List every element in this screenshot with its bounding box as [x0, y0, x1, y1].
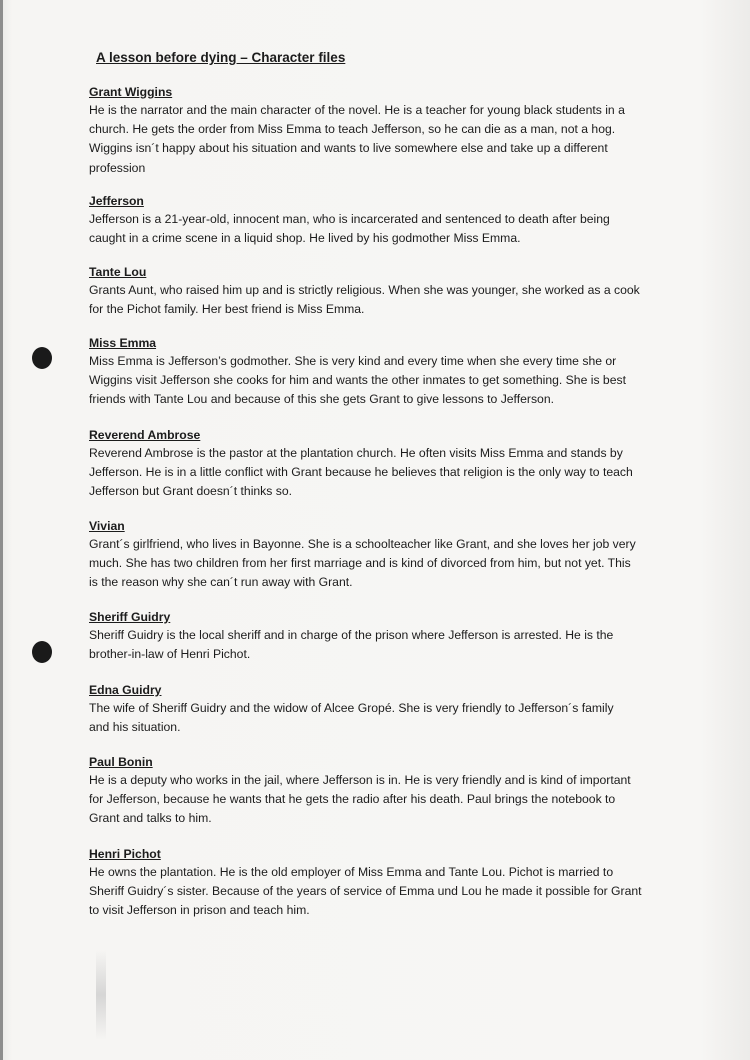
- character-entry: [89, 681, 669, 737]
- description-line: Grant´s girlfriend, who lives in Bayonne. She is a schoolteacher like Grant, and she loves her job very: [89, 537, 636, 551]
- character-name: Reverend Ambrose: [89, 428, 201, 442]
- description-line: for the Pichot family. Her best friend is Miss Emma.: [89, 302, 365, 317]
- description-line: is the reason why she can´t run away with Grant.: [89, 575, 353, 590]
- character-name: Jefferson: [89, 194, 144, 208]
- description-line: Wiggins isn´t happy about his situation and wants to live somewhere else and take up a different: [89, 141, 608, 156]
- description-line: for Jefferson, because he wants that he gets the radio after his death. Paul brings the notebook to: [89, 792, 616, 807]
- character-description: [89, 281, 669, 319]
- description-line: and his situation.: [89, 720, 181, 735]
- description-line: friends with Tante Lou and because of this she gets Grant to give lessons to Jefferson.: [89, 392, 554, 407]
- punch-hole-upper: [32, 347, 52, 369]
- character-description: [89, 210, 669, 248]
- description-line: much. She has two children from her first marriage and is kind of divorced from him, but not yet. This: [89, 556, 631, 571]
- punch-hole-lower: [32, 641, 52, 663]
- character-entry: [89, 263, 669, 319]
- document-title: A lesson before dying – Character files: [96, 50, 346, 65]
- character-entry: [89, 753, 669, 829]
- character-name: Tante Lou: [89, 265, 147, 279]
- character-description: [89, 771, 669, 829]
- description-line: Miss Emma is Jefferson’s godmother. She is very kind and every time when she every time she or: [89, 354, 617, 368]
- description-line: to visit Jefferson in prison and teach him.: [89, 903, 310, 918]
- description-line: caught in a crime scene in a liquid shop. He lived by his godmother Miss Emma.: [89, 231, 521, 246]
- description-line: Sheriff Guidry is the local sheriff and in charge of the prison where Jefferson is arrested. He is the: [89, 628, 614, 642]
- description-line: He owns the plantation. He is the old employer of Miss Emma and Tante Lou. Pichot is married to: [89, 865, 614, 879]
- character-description: [89, 444, 669, 502]
- character-description: [89, 352, 669, 410]
- character-entry: [89, 517, 669, 593]
- description-line: Grants Aunt, who raised him up and is strictly religious. When she was younger, she worked as a cook: [89, 283, 640, 297]
- character-name: Paul Bonin: [89, 755, 153, 769]
- description-line: The wife of Sheriff Guidry and the widow of Alcee Gropé. She is very friendly to Jefferson´s family: [89, 701, 614, 715]
- character-description: [89, 863, 669, 921]
- description-line: church. He gets the order from Miss Emma to teach Jefferson, so he can die as a man, not a hog.: [89, 122, 616, 137]
- character-entry: [89, 426, 669, 502]
- character-name: Vivian: [89, 519, 125, 533]
- character-entry: [89, 83, 669, 178]
- description-line: Reverend Ambrose is the pastor at the plantation church. He often visits Miss Emma and stands by: [89, 446, 623, 460]
- description-line: brother-in-law of Henri Pichot.: [89, 647, 251, 662]
- character-name: Edna Guidry: [89, 683, 162, 697]
- description-line: Grant and talks to him.: [89, 811, 212, 826]
- character-entry: [89, 845, 669, 921]
- scan-smudge: [96, 950, 106, 1040]
- character-name: Miss Emma: [89, 336, 157, 350]
- page-left-edge: [0, 0, 3, 1060]
- character-entry: [89, 192, 669, 248]
- description-line: Jefferson is a 21-year-old, innocent man, who is incarcerated and sentenced to death after being: [89, 212, 610, 226]
- character-entry: [89, 334, 669, 410]
- character-description: [89, 535, 669, 593]
- description-line: He is the narrator and the main character of the novel. He is a teacher for young black students in a: [89, 103, 625, 117]
- description-line: Sheriff Guidry´s sister. Because of the years of service of Emma und Lou he made it possible for Grant: [89, 884, 642, 899]
- description-line: profession: [89, 160, 146, 175]
- character-description: [89, 626, 669, 664]
- character-description: [89, 101, 669, 178]
- description-line: He is a deputy who works in the jail, where Jefferson is in. He is very friendly and is kind of important: [89, 773, 631, 787]
- character-name: Grant Wiggins: [89, 85, 173, 99]
- character-entry: [89, 608, 669, 664]
- description-line: Wiggins visit Jefferson she cooks for him and wants the other inmates to get something. She is best: [89, 373, 626, 388]
- description-line: Jefferson but Grant doesn´t thinks so.: [89, 484, 293, 499]
- character-name: Henri Pichot: [89, 847, 161, 861]
- character-name: Sheriff Guidry: [89, 610, 171, 624]
- description-line: Jefferson. He is in a little conflict with Grant because he believes that religion is the only way to teach: [89, 465, 633, 480]
- character-description: [89, 699, 669, 737]
